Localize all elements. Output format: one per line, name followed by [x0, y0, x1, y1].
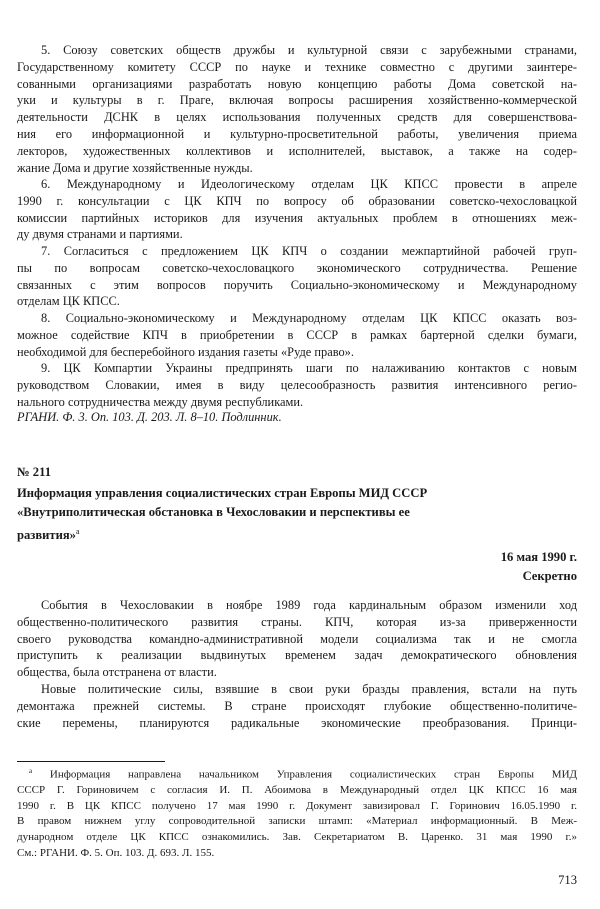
footnote	[17, 764, 577, 861]
text-line: можное содействие КПЧ в приобретении в СССР в рамках бартерной сделки бумаги,	[17, 327, 577, 342]
text-line: общественно-политического развития страны. КПЧ, которая из-за приверженности	[17, 614, 577, 629]
footnote-line: 1990 г. В ЦК КПСС получено 17 мая 1990 г. Документ завизировал Г. Горинович 16.05.1990 г.	[17, 799, 577, 812]
text-line: деятельности ДСНК в целях использования полученных средств для совершенствова-	[17, 110, 577, 125]
text-line: сованными организациями разработать новую концепцию работы Дома советской на-	[17, 76, 577, 91]
text-line: необходимой для бесперебойного издания газеты «Руде право».	[17, 344, 354, 359]
text-line: ду двумя странами и партиями.	[17, 227, 183, 242]
paragraph-item-8	[17, 310, 577, 360]
text-line: жание Дома и другие хозяйственные нужды.	[17, 160, 253, 175]
text-line: 1990 г. консультации с ЦК КПЧ по вопросу об образовании советско-чехословацкой	[17, 193, 577, 208]
text-line: 6. Международному и Идеологическому отделам ЦК КПСС провести в апреле	[41, 177, 577, 191]
footnote-divider	[17, 761, 165, 762]
text-line: руководством Словакии, имея в виду целесообразность развития интенсивного регио-	[17, 377, 577, 392]
text-line: Новые политические силы, взявшие в свои руки бразды правления, встали на путь	[41, 682, 577, 696]
footnote-line: дународном отделе ЦК КПСС ознакомились. Зав. Секретариатом В. Царенко. 31 мая 1990 г.»	[17, 831, 577, 844]
text-line: 9. ЦК Компартии Украины предпринять шаги по налаживанию контактов с новым	[41, 361, 577, 375]
text-line: уки и культуры в г. Праге, включая вопросы расширения хозяйственно-коммерческой	[17, 93, 577, 108]
document-date: 16 мая 1990 г.	[500, 550, 577, 564]
text-line: пы по вопросам советско-чехословацкого экономического сотрудничества. Решение	[17, 260, 577, 275]
archive-source-note: РГАНИ. Ф. 3. Оп. 103. Д. 203. Л. 8–10. Подлинник.	[17, 410, 282, 424]
document-title-line: «Внутриполитическая обстановка в Чехословакии и перспективы ее	[17, 505, 410, 519]
text-line: Государственному комитету СССР по науке и технике совместно с другими заинтере-	[17, 59, 577, 74]
document-title	[17, 484, 577, 545]
paragraph-body-2	[17, 681, 577, 731]
page-number: 713	[558, 873, 577, 887]
paragraph-body-1	[17, 597, 577, 681]
paragraph-item-7	[17, 243, 577, 310]
text-line: лекторов, художественных коллективов и исполнителей, выставок, а также на содер-	[17, 143, 577, 158]
document-title-line-last	[17, 522, 577, 545]
footnote-mark: а	[29, 767, 33, 775]
footnote-line-first	[17, 764, 577, 783]
text-line: приступить к реализации выдвинутых временем задач демократического обновления	[17, 648, 577, 663]
text-line: ния его информационной и культурно-просветительной работы, увеличения приема	[17, 126, 577, 141]
document-title-line: развития»	[17, 528, 76, 543]
text-line: своего руководства командно-административной модели социализма так и не смогла	[17, 631, 577, 646]
classification-stamp: Секретно	[522, 569, 577, 583]
paragraph-item-9	[17, 360, 577, 410]
text-line: ские перемены, планируются радикальные экономические преобразования. Принци-	[17, 715, 577, 730]
text-line: комиссии партийных историков для изучения актуальных проблем в отношениях меж-	[17, 210, 577, 225]
text-line: демонтажа прежней системы. В стране происходят глубокие общественно-политиче-	[17, 698, 577, 713]
document-number: № 211	[17, 465, 51, 479]
footnote-line: В правом нижнем углу сопроводительной записки штамп: «Материал информационный. В Меж-	[17, 815, 577, 828]
document-dateline	[501, 548, 577, 586]
footnote-line: См.: РГАНИ. Ф. 5. Оп. 103. Д. 693. Л. 155.	[17, 846, 215, 859]
footnote-line: Информация направлена начальником Управления социалистических стран Европы МИД	[49, 768, 578, 781]
paragraph-item-5	[17, 42, 577, 176]
text-line: 8. Социально-экономическому и Международному отделам ЦК КПСС оказать воз-	[41, 311, 577, 325]
text-line: связанных с этим вопросов поручить Социально-экономическому и Международному	[17, 277, 577, 292]
text-line: События в Чехословакии в ноябре 1989 года кардинальным образом изменили ход	[41, 598, 577, 612]
footnote-reference: а	[75, 527, 80, 536]
document-title-line: Информация управления социалистических стран Европы МИД СССР	[17, 486, 428, 500]
footnote-line: СССР Г. Гориновичем с согласия И. П. Абоимова в Международный отдел ЦК КПСС 16 мая	[17, 784, 577, 797]
text-line: отделам ЦК КПСС.	[17, 294, 120, 309]
text-line: общества, была отстранена от власти.	[17, 665, 217, 680]
text-line: 5. Союзу советских обществ дружбы и культурной связи с зарубежными странами,	[41, 43, 577, 57]
text-line: нального сотрудничества между двумя республиками.	[17, 394, 304, 409]
text-line: 7. Согласиться с предложением ЦК КПЧ о создании межпартийной рабочей груп-	[41, 244, 577, 258]
paragraph-item-6	[17, 176, 577, 243]
